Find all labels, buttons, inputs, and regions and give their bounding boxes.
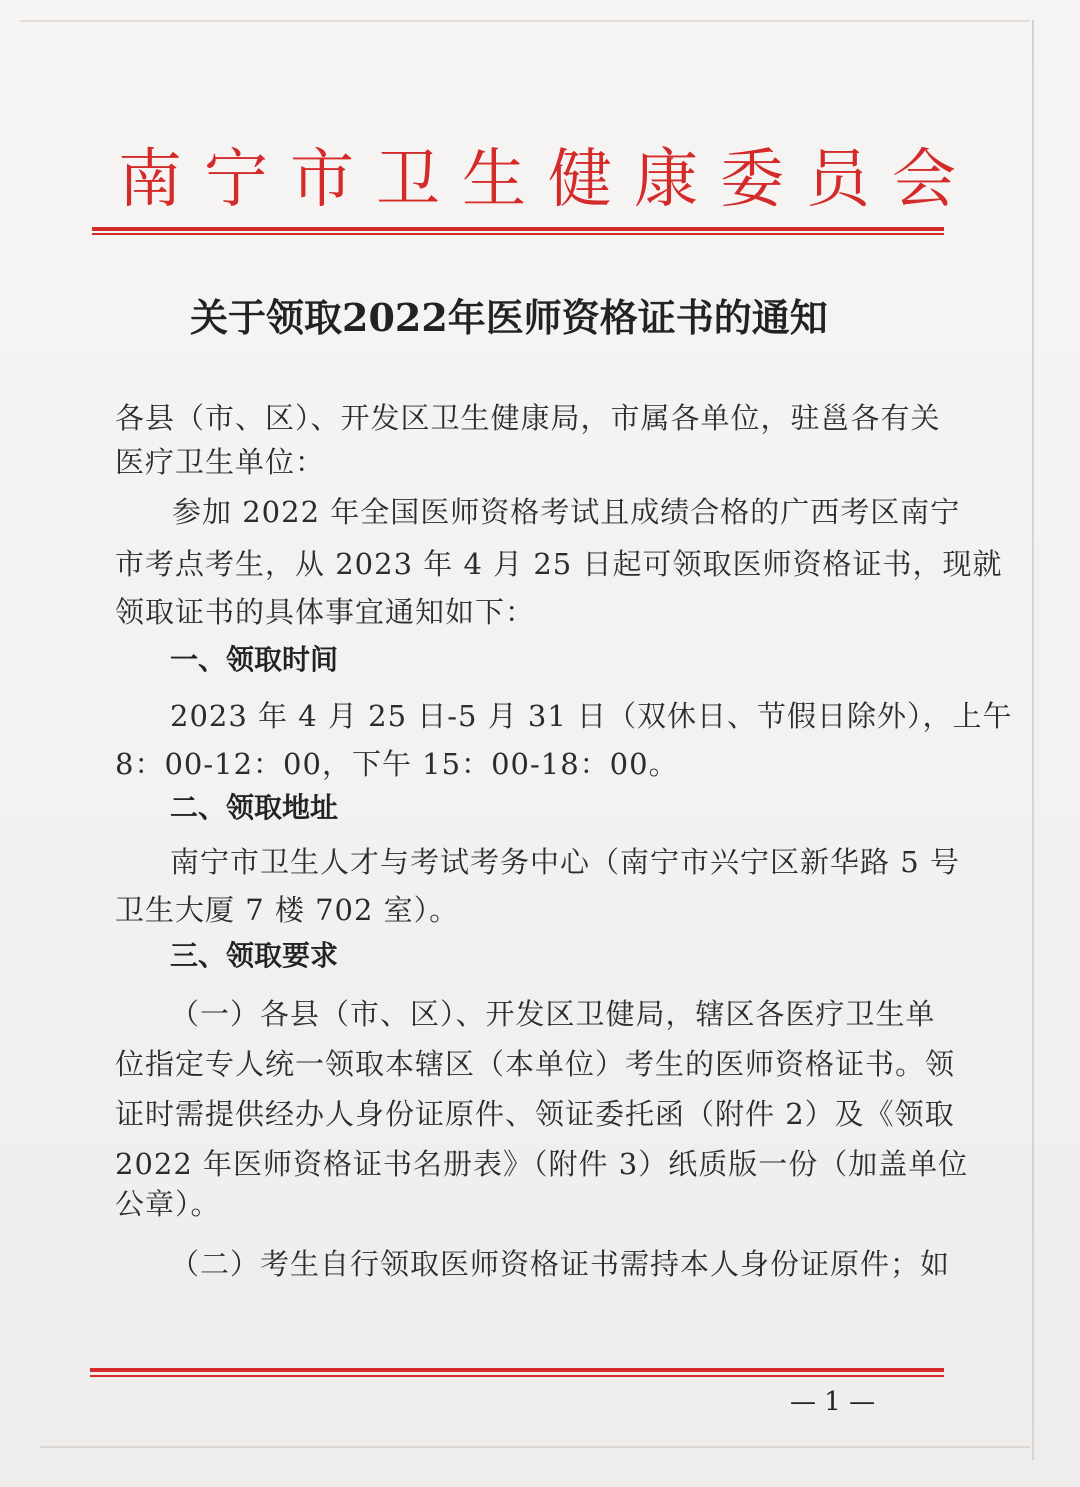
section-heading-address: 二、领取地址 [170,791,339,824]
requirement-1-line-5: 公章）。 [115,1187,221,1221]
salutation-line-2: 医疗卫生单位： [115,445,326,479]
salutation-line-1: 各县（市、区）、开发区卫生健康局，市属各单位，驻邕各有关 [115,401,941,435]
address-line-2: 卫生大厦 7 楼 702 室）。 [115,893,460,927]
time-line-2: 8：00-12：00，下午 15：00-18：00。 [115,747,679,781]
footer-red-rule-thin [90,1375,944,1377]
paper-edge-bottom [40,1446,1030,1448]
requirement-1-line-2: 位指定专人统一领取本辖区（本单位）考生的医师资格证书。领 [115,1047,956,1081]
intro-line-1: 参加 2022 年全国医师资格考试且成绩合格的广西考区南宁 [172,495,961,529]
intro-line-2: 市考点考生，从 2023 年 4 月 25 日起可领取医师资格证书，现就 [115,547,1003,581]
time-line-1: 2023 年 4 月 25 日-5 月 31 日（双休日、节假日除外），上午 [170,699,1013,733]
footer-red-rule [90,1368,944,1372]
requirement-1-line-3: 证时需提供经办人身份证原件、领证委托函（附件 2）及《领取 [115,1097,955,1131]
section-heading-time: 一、领取时间 [170,643,339,676]
letterhead-red-rule-thin [92,233,944,235]
letterhead-org-name: 南宁市卫生健康委员会 [118,143,978,217]
notice-title: 关于领取2022年医师资格证书的通知 [190,295,828,340]
page-number: — 1 — [790,1387,876,1417]
paper-edge-top [20,20,1030,22]
paper-edge-right [1032,20,1034,1460]
requirement-1-line-1: （一）各县（市、区）、开发区卫健局，辖区各医疗卫生单 [170,997,936,1031]
section-heading-requirements: 三、领取要求 [170,939,339,972]
intro-line-3: 领取证书的具体事宜通知如下： [115,595,536,629]
requirement-2-line-1: （二）考生自行领取医师资格证书需持本人身份证原件；如 [170,1247,951,1281]
address-line-1: 南宁市卫生人才与考试考务中心（南宁市兴宁区新华路 5 号 [170,845,960,879]
letterhead-red-rule [92,227,944,231]
requirement-1-line-4: 2022 年医师资格证书名册表》（附件 3）纸质版一份（加盖单位 [115,1147,969,1181]
